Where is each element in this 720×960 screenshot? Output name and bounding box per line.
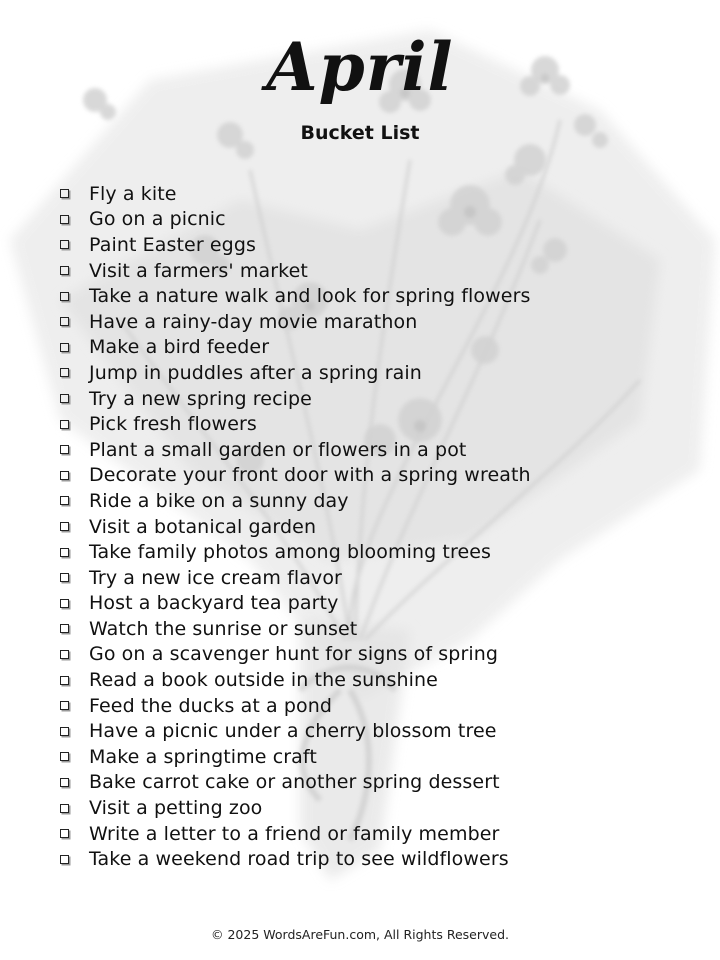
- list-item: [55, 667, 531, 693]
- checkbox-icon[interactable]: [60, 240, 69, 249]
- list-item-label: Read a book outside in the sunshine: [89, 669, 438, 692]
- list-item: [55, 616, 531, 642]
- list-item: [55, 591, 531, 617]
- checkbox-icon[interactable]: [60, 573, 69, 582]
- list-item-label: Go on a scavenger hunt for signs of spring: [89, 643, 499, 666]
- list-item-label: Have a rainy-day movie marathon: [89, 310, 418, 333]
- list-item: [55, 232, 531, 258]
- checkbox-icon[interactable]: [60, 650, 69, 659]
- list-item-label: Paint Easter eggs: [89, 233, 257, 256]
- list-item-label: Decorate your front door with a spring wreath: [89, 464, 531, 487]
- list-item: [55, 207, 531, 233]
- checkbox-icon[interactable]: [60, 471, 69, 480]
- list-item: [55, 642, 531, 668]
- list-item: [55, 360, 531, 386]
- checkbox-icon[interactable]: [60, 394, 69, 403]
- list-item: [55, 539, 531, 565]
- list-item-label: Host a backyard tea party: [89, 592, 339, 615]
- list-item: [55, 770, 531, 796]
- checkbox-icon[interactable]: [60, 829, 69, 838]
- checkbox-icon[interactable]: [60, 599, 69, 608]
- list-item-label: Plant a small garden or flowers in a pot: [89, 438, 467, 461]
- checkbox-icon[interactable]: [60, 804, 69, 813]
- list-item-label: Visit a botanical garden: [89, 515, 317, 538]
- list-item: [55, 283, 531, 309]
- list-item: [55, 846, 531, 872]
- list-item-label: Make a bird feeder: [89, 336, 270, 359]
- checkbox-icon[interactable]: [60, 624, 69, 633]
- list-item-label: Bake carrot cake or another spring dessert: [89, 771, 500, 794]
- list-item: [55, 181, 531, 207]
- bucket-list: [55, 181, 531, 872]
- list-item-label: Have a picnic under a cherry blossom tree: [89, 720, 497, 743]
- copyright-footer: © 2025 WordsAreFun.com, All Rights Reserved.: [211, 927, 509, 942]
- list-item: [55, 565, 531, 591]
- list-item: [55, 514, 531, 540]
- list-item-label: Go on a picnic: [89, 208, 226, 231]
- checkbox-icon[interactable]: [60, 189, 69, 198]
- list-item: [55, 437, 531, 463]
- checkbox-icon[interactable]: [60, 778, 69, 787]
- checkbox-icon[interactable]: [60, 548, 69, 557]
- list-item-label: Fly a kite: [89, 182, 177, 205]
- checkbox-icon[interactable]: [60, 701, 69, 710]
- checkbox-icon[interactable]: [60, 752, 69, 761]
- list-item: [55, 488, 531, 514]
- list-item: [55, 795, 531, 821]
- list-item: [55, 386, 531, 412]
- list-item-label: Jump in puddles after a spring rain: [89, 361, 422, 384]
- list-item-label: Try a new ice cream flavor: [89, 566, 342, 589]
- list-item-label: Write a letter to a friend or family member: [89, 822, 500, 845]
- list-item-label: Watch the sunrise or sunset: [89, 617, 358, 640]
- list-item-label: Feed the ducks at a pond: [89, 694, 333, 717]
- list-item-label: Take family photos among blooming trees: [89, 541, 492, 564]
- list-item-label: Ride a bike on a sunny day: [89, 489, 349, 512]
- list-item: [55, 821, 531, 847]
- list-item-label: Visit a petting zoo: [89, 797, 263, 820]
- checkbox-icon[interactable]: [60, 855, 69, 864]
- list-item-label: Pick fresh flowers: [89, 413, 257, 436]
- list-item-label: Take a nature walk and look for spring flowers: [89, 285, 531, 308]
- list-item: [55, 258, 531, 284]
- checkbox-icon[interactable]: [60, 420, 69, 429]
- list-item-label: Visit a farmers' market: [89, 259, 308, 282]
- list-item: [55, 718, 531, 744]
- checkbox-icon[interactable]: [60, 522, 69, 531]
- list-item: [55, 335, 531, 361]
- list-item: [55, 693, 531, 719]
- list-item: [55, 309, 531, 335]
- checkbox-icon[interactable]: [60, 496, 69, 505]
- page-title: April: [266, 28, 454, 106]
- checkbox-icon[interactable]: [60, 727, 69, 736]
- list-item-label: Take a weekend road trip to see wildflowers: [89, 848, 509, 871]
- checkbox-icon[interactable]: [60, 215, 69, 224]
- page-subtitle: Bucket List: [300, 122, 420, 144]
- checkbox-icon[interactable]: [60, 368, 69, 377]
- checkbox-icon[interactable]: [60, 317, 69, 326]
- checkbox-icon[interactable]: [60, 445, 69, 454]
- list-item-label: Make a springtime craft: [89, 745, 317, 768]
- checkbox-icon[interactable]: [60, 343, 69, 352]
- list-item: [55, 463, 531, 489]
- checkbox-icon[interactable]: [60, 292, 69, 301]
- list-item-label: Try a new spring recipe: [89, 387, 312, 410]
- checkbox-icon[interactable]: [60, 676, 69, 685]
- list-item: [55, 411, 531, 437]
- checkbox-icon[interactable]: [60, 266, 69, 275]
- list-item: [55, 744, 531, 770]
